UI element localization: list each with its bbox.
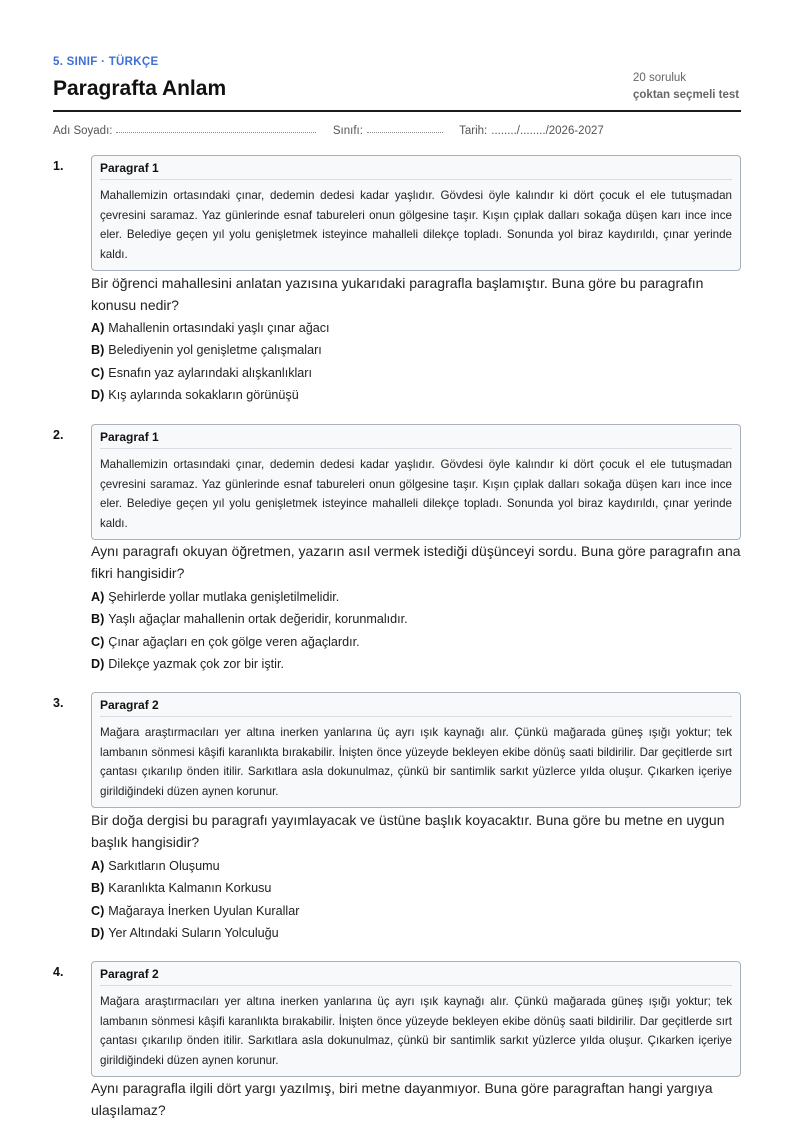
option-text: Mahallenin ortasındaki yaşlı çınar ağacı: [108, 321, 330, 335]
question-stem: Bir öğrenci mahallesini anlatan yazısına yukarıdaki paragrafla başlamıştır. Buna göre bu paragrafın konusu nedir?: [91, 275, 704, 313]
option-d[interactable]: [91, 653, 741, 675]
option-c[interactable]: [91, 900, 741, 922]
paragraph-text: Mahallemizin ortasındaki çınar, dedemin dedesi kadar yaşlıdır. Gövdesi öyle kalındır ki dört çocuk el ele tutuşmadan çevresini saramaz. Yaz günlerinde esnaf tabureleri onun gölgesine taşır. Kışın çıplak dalları sokağa düşen karı ince ince eler. Belediye geçen yıl yolu genişletmek isteyince mahalleli dilekçe topladı. Sonunda yol biraz kaydırıldı, çınar yerinde kaldı.: [100, 458, 732, 530]
question-stem: Aynı paragrafı okuyan öğretmen, yazarın asıl vermek istediği düşünceyi sordu. Buna göre paragrafın ana fikri hangisidir?: [91, 543, 741, 581]
date-field[interactable]: ......../......../2026-2027: [491, 125, 604, 137]
option-text: Kış aylarında sokakların görünüşü: [108, 387, 299, 402]
paragraph-text: Mağara araştırmacıları yer altına inerken yanlarına üç ayrı ışık kaynağı alır. Çünkü mağarada güneş ışığı yoktur; tek lambanın sönmesi kâşifi karanlıkta bırakabilir. İnişten önce yüzeyde bekleyen ekibe dönüş saati bildirilir. Dar geçitlerde sırt çantası çıkarılıp önden itilir. Sarkıtlara asla dokunulmaz, çünkü bir santimlik sarkıt yüzlerce yılda oluşur. Çıkarken içeriye girildiğindeki düzen aynen korunur.: [100, 726, 732, 798]
option-letter: B): [91, 612, 105, 627]
test-meta: [633, 72, 741, 101]
option-letter: B): [91, 343, 105, 358]
option-b[interactable]: [91, 339, 741, 361]
option-d[interactable]: [91, 384, 741, 406]
option-text: Mağaraya İnerken Uyulan Kurallar: [108, 903, 300, 918]
paragraph-title: Paragraf 2: [100, 698, 732, 717]
paragraph-title: Paragraf 1: [100, 430, 732, 449]
paragraph-text: Mağara araştırmacıları yer altına inerken yanlarına üç ayrı ışık kaynağı alır. Çünkü mağarada güneş ışığı yoktur; tek lambanın sönmesi kâşifi karanlıkta bırakabilir. İnişten önce yüzeyde bekleyen ekibe dönüş saati bildirilir. Dar geçitlerde sırt çantası çıkarılıp önden itilir. Sarkıtlara asla dokunulmaz, çünkü bir santimlik sarkıt yüzlerce yılda oluşur. Çıkarken içeriye girildiğindeki düzen aynen korunur.: [100, 995, 732, 1067]
date-label: Tarih:: [459, 125, 488, 137]
question-number: 2.: [53, 428, 64, 442]
option-d[interactable]: [91, 922, 741, 944]
option-letter: A): [91, 859, 105, 873]
question-number: 4.: [53, 965, 64, 979]
option-letter: C): [91, 634, 105, 649]
class-label: Sınıfı:: [332, 125, 363, 137]
name-label: Adı Soyadı:: [53, 125, 113, 137]
option-text: Sarkıtların Oluşumu: [108, 859, 220, 873]
paragraph-title: Paragraf 1: [100, 161, 732, 180]
option-text: Şehirlerde yollar mutlaka genişletilmelidir.: [108, 590, 340, 604]
paragraph-box: [91, 692, 741, 808]
options-list: [91, 317, 741, 406]
option-text: Yer Altındaki Suların Yolculuğu: [108, 925, 279, 940]
option-text: Yaşlı ağaçlar mahallenin ortak değeridir, korunmalıdır.: [108, 612, 408, 627]
test-type: çoktan seçmeli test: [633, 89, 740, 101]
class-field[interactable]: [367, 124, 443, 133]
options-list: [91, 855, 741, 944]
option-letter: D): [91, 925, 105, 940]
paragraph-box: [91, 155, 741, 271]
option-text: Dilekçe yazmak çok zor bir iştir.: [108, 656, 284, 671]
name-field[interactable]: [116, 124, 316, 133]
student-info-row: [53, 124, 604, 137]
page-title: Paragrafta Anlam: [53, 77, 227, 100]
paragraph-text: Mahallemizin ortasındaki çınar, dedemin dedesi kadar yaşlıdır. Gövdesi öyle kalındır ki dört çocuk el ele tutuşmadan çevresini saramaz. Yaz günlerinde esnaf tabureleri onun gölgesine taşır. Kışın çıplak dalları sokağa düşen karı ince ince eler. Belediye geçen yıl yolu genişletmek isteyince mahalleli dilekçe topladı. Sonunda yol biraz kaydırıldı, çınar yerinde kaldı.: [100, 189, 732, 261]
paragraph-title: Paragraf 2: [100, 967, 732, 986]
option-letter: B): [91, 881, 105, 896]
question-number: 1.: [53, 159, 64, 173]
options-list: [91, 586, 741, 675]
option-c[interactable]: [91, 631, 741, 653]
option-a[interactable]: [91, 317, 741, 339]
option-letter: C): [91, 903, 105, 918]
grade-subject-label: 5. SINIF · TÜRKÇE: [53, 56, 159, 68]
option-letter: D): [91, 656, 105, 671]
option-a[interactable]: [91, 586, 741, 608]
question-stem: Bir doğa dergisi bu paragrafı yayımlayacak ve üstüne başlık koyacaktır. Buna göre bu metne en uygun başlık hangisidir?: [91, 812, 725, 850]
option-b[interactable]: [91, 877, 741, 899]
option-text: Karanlıkta Kalmanın Korkusu: [108, 881, 272, 896]
question-stem: Aynı paragrafla ilgili dört yargı yazılmış, biri metne dayanmıyor. Buna göre paragraftan hangi yargıya ulaşılamaz?: [91, 1080, 713, 1118]
option-text: Esnafın yaz aylarındaki alışkanlıkları: [108, 365, 312, 380]
question-number: 3.: [53, 696, 64, 710]
option-a[interactable]: [91, 855, 741, 877]
paragraph-box: [91, 424, 741, 540]
page-header: [53, 0, 741, 112]
option-letter: C): [91, 365, 105, 380]
option-letter: D): [91, 387, 105, 402]
option-letter: A): [91, 321, 105, 335]
option-text: Çınar ağaçları en çok gölge veren ağaçlardır.: [108, 634, 360, 649]
option-c[interactable]: [91, 362, 741, 384]
option-letter: A): [91, 590, 105, 604]
question-count: 20 soruluk: [633, 72, 687, 84]
option-b[interactable]: [91, 608, 741, 630]
option-text: Belediyenin yol genişletme çalışmaları: [108, 343, 322, 358]
paragraph-box: [91, 961, 741, 1077]
